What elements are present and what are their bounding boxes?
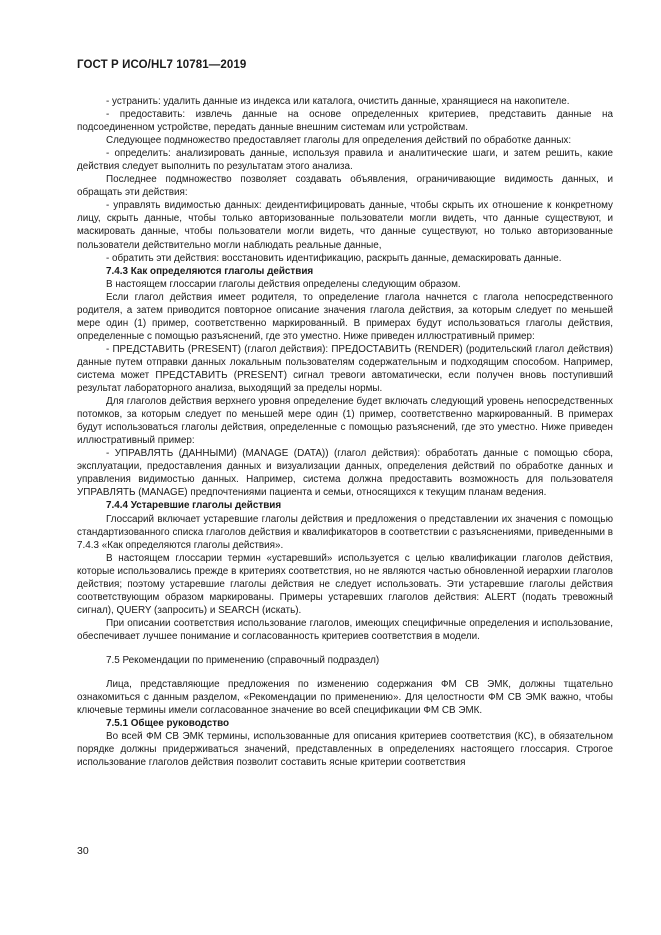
section-heading-7-4-4: 7.4.4 Устаревшие глаголы действия bbox=[106, 500, 282, 512]
list-item: - УПРАВЛЯТЬ (ДАННЫМИ) (MANAGE (DATA)) (глагол действия): обработать данные с помощью сбора, эксплуатации, предоставления данных и визуализации данных, определения действий по обработке данных и управления видимостью данных. Например, система должна предоставить возможность для пользователя УПРАВЛЯТЬ (MANAGE) предпочтениями пациента и семьи, относящихся к текущим планам ведения. bbox=[77, 448, 613, 499]
paragraph: Для глаголов действия верхнего уровня определение будет включать следующий уровень непосредственных потомков, за которым следует по меньшей мере один (1) пример, соответственно маркированный. В примерах будут использоваться глаголы действия, определенные с помощью разъяснений, где это уместно. Ниже приведен иллюстративный пример: bbox=[77, 396, 613, 447]
paragraph: В настоящем глоссарии глаголы действия определены следующим образом. bbox=[106, 278, 461, 290]
paragraph: При описании соответствия использование глаголов, имеющих специфичные определения и использование, обеспечивает лучшее понимание и согласованность критериев соответствия в модели. bbox=[77, 617, 613, 642]
list-item: - устранить: удалить данные из индекса или каталога, очистить данные, хранящиеся на накопителе. bbox=[106, 96, 570, 107]
paragraph: Если глагол действия имеет родителя, то определение глагола начнется с глагола непосредственного родителя, а затем приводится повторное описание значения глагола действия, за которым следует по меньшей мере один (1) пример, соответственно маркированный. В примерах будут использоваться глаголы действия, определенные с помощью разъяснений, где это уместно. Ниже приведен иллюстративный пример: bbox=[77, 291, 613, 342]
list-item: - обратить эти действия: восстановить идентификацию, раскрыть данные, демаскировать данные. bbox=[106, 252, 562, 264]
section-heading-7-4-3: 7.4.3 Как определяются глаголы действия bbox=[106, 265, 314, 277]
page-number: 30 bbox=[77, 845, 89, 857]
list-item: - предоставить: извлечь данные на основе определенных критериев, представить данные на подсоединенном устройстве, передать данные внешним системам или устройствам. bbox=[77, 109, 613, 134]
list-item: - управлять видимостью данных: деидентифицировать данные, чтобы скрыть их отношение к конкретному лицу, скрыть данные, чтобы только авторизованные пользователи могли видеть, что данные существуют, и маскировать данные, чтобы пользователи могли видеть, что данные существуют, но только авторизованные пользователи действительно могли наблюдать реальные данные, bbox=[77, 200, 613, 251]
paragraph: Следующее подмножество предоставляет глаголы для определения действий по обработке данных: bbox=[106, 135, 572, 147]
list-item: - ПРЕДСТАВИТЬ (PRESENT) (глагол действия): ПРЕДОСТАВИТЬ (RENDER) (родительский глагол действия) данные путем отправки данных локальным пользователям содержательным и подходящим способом. Например, система может ПРЕДСТАВИТЬ (PRESENT) сигнал тревоги автоматически, если получен вновь поступивший результат лабораторного анализа, выходящий за пределы нормы. bbox=[77, 343, 613, 395]
paragraph: Глоссарий включает устаревшие глаголы действия и предложения о представлении их значения с помощью стандартизованного списка глаголов действия и квалификаторов в соответствии с разъяснениями, приведенными в 7.4.3 «Как определяются глаголы действия». bbox=[77, 513, 613, 551]
page-content bbox=[77, 95, 613, 769]
document-header: ГОСТ Р ИСО/HL7 10781—2019 bbox=[77, 59, 247, 71]
paragraph: В настоящем глоссарии термин «устаревший» используется с целью квалификации глаголов действия, которые использовались прежде в критериях соответствия, но не являются частью обновленной иерархии глаголов действия; поэтому устаревшие глаголы действия не следует использовать. Эти устаревшие глаголы действия соответствующим образом маркированы. Примеры устаревших глаголов действия: ALERT (подать тревожный сигнал), QUERY (запросить) и SEARCH (искать). bbox=[77, 552, 613, 616]
paragraph: Лица, представляющие предложения по изменению содержания ФМ СВ ЭМК, должны тщательно ознакомиться с данным разделом, «Рекомендации по применению». Для целостности ФМ СВ ЭМК важно, чтобы ключевые термины имели согласованное значение во всей спецификации ФМ СВ ЭМК. bbox=[77, 679, 613, 717]
list-item: - определить: анализировать данные, используя правила и аналитические шаги, и затем решить, какие действия следует выполнить по результатам этого анализа. bbox=[77, 148, 613, 173]
paragraph: Последнее подмножество позволяет создавать объявления, ограничивающие видимость данных, и обращать эти действия: bbox=[77, 174, 613, 199]
paragraph: Во всей ФМ СВ ЭМК термины, использованные для описания критериев соответствия (КС), в обязательном порядке должны придерживаться значений, представленных в определениях настоящего глоссария. Строгое использование глаголов действия позволит составить ясные критерии соответствия bbox=[77, 731, 613, 769]
section-heading-7-5: 7.5 Рекомендации по применению (справочный подраздел) bbox=[106, 654, 380, 666]
section-heading-7-5-1: 7.5.1 Общее руководство bbox=[106, 718, 230, 730]
